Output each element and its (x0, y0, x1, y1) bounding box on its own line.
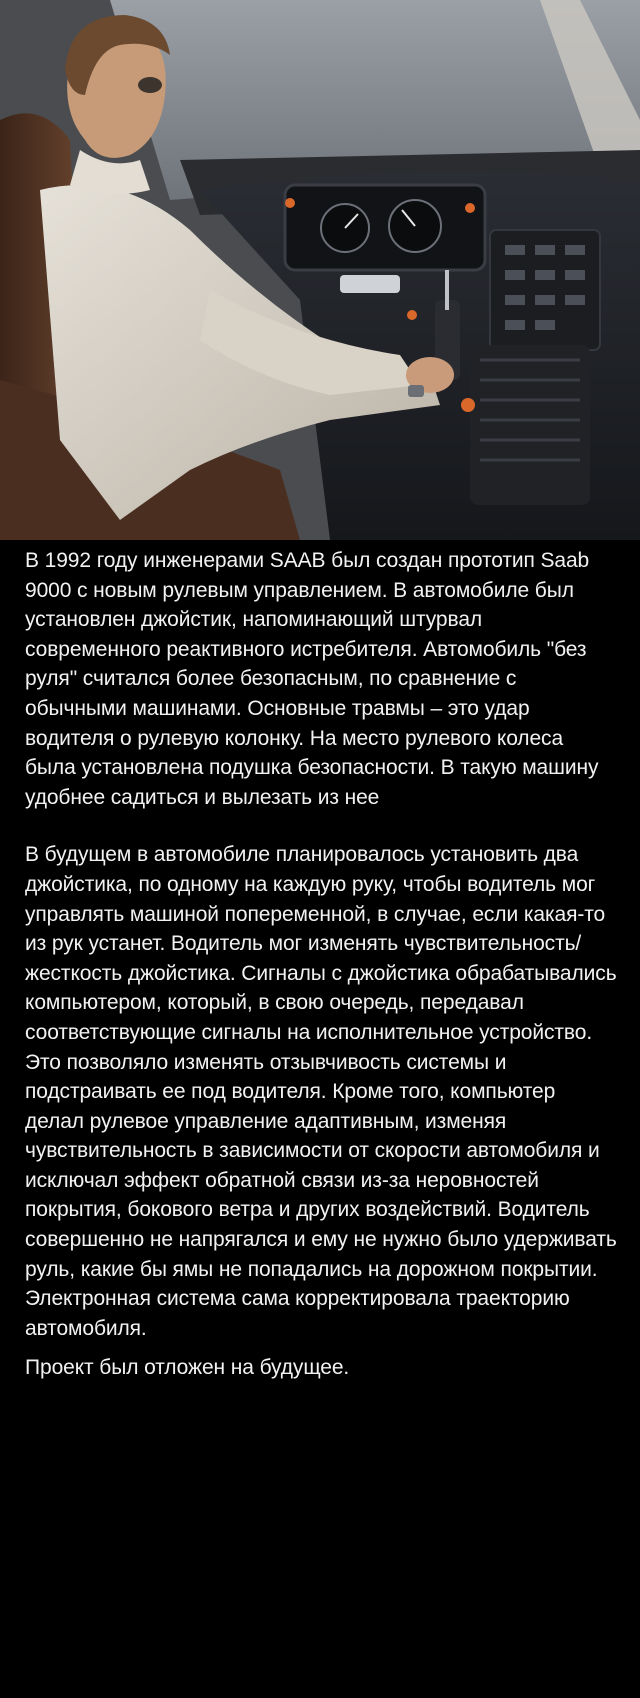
car-interior-photo (0, 0, 640, 540)
paragraph-conclusion: Проект был отложен на будущее. (25, 1356, 350, 1380)
paragraph-intro: В 1992 году инженерами SAAB был создан прототип Saab 9000 с новым рулевым управлением. В автомобиле был установлен джойстик, напоминающий штурвал современного реактивного истребителя. Автомобиль "без руля" считался более безопасным, по сравнение с обычными машинами. Основные травмы – это удар водителя о рулевую колонку. На место рулевого колеса была установлена подушка безопасности. В такую машину удобнее садиться и вылезать из нее (25, 549, 599, 809)
car-interior-illustration (0, 0, 640, 540)
paragraph-details: В будущем в автомобиле планировалось установить два джойстика, по одному на каждую руку, чтобы водитель мог управлять машиной попеременной, в случае, если какая-то из рук устанет. Водитель мог изменять чувствительность/жесткость джойстика. Сигналы с джойстика обрабатывались компьютером, который, в свою очередь, передавал соответствующие сигналы на исполнительное устройство. Это позволяло изменять отзывчивость системы и подстраивать ее под водителя. Кроме того, компьютер делал рулевое управление адаптивным, изменяя чувствительность в зависимости от скорости автомобиля и исключал эффект обратной связи из-за неровностей покрытия, бокового ветра и других воздействий. Водитель совершенно не напрягался и ему не нужно было удерживать руль, какие бы ямы не попадались на дорожном покрытии. Электронная система сама корректировала траекторию автомобиля. (25, 843, 617, 1340)
post-text (0, 540, 640, 1698)
